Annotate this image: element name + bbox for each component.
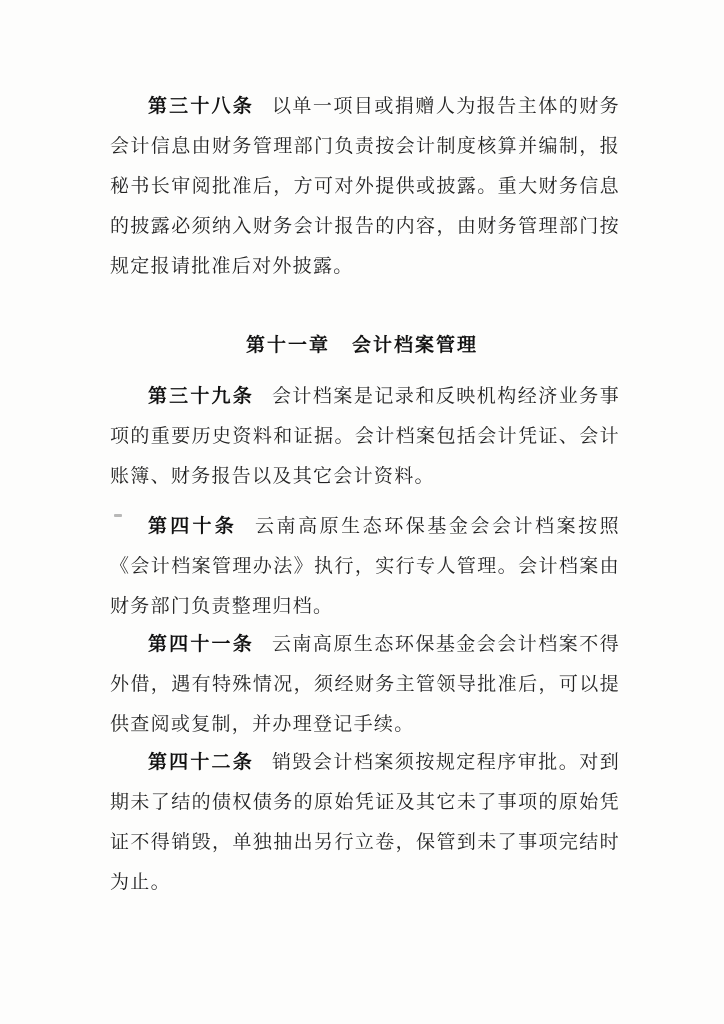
article-heading: 第三十九条 — [148, 385, 254, 407]
chapter-name: 会计档案管理 — [352, 334, 479, 356]
chapter-number: 第十一章 — [245, 334, 330, 356]
article-text: 以单一项目或捐赠人为报告主体的财务会计信息由财务管理部门负责按会计制度核算并编制，报秘书长审阅批准后，方可对外提供或披露。重大财务信息的披露必须纳入财务会计报告的内容，由财务管理部门按规定报请批准后对外披露。 — [110, 95, 620, 277]
article-heading: 第四十条 — [148, 515, 237, 537]
article-heading: 第四十二条 — [148, 751, 254, 773]
article-text: 销毁会计档案须按规定程序审批。对到期未了结的债权债务的原始凭证及其它未了事项的原始凭证不得销毁，单独抽出另行立卷，保管到未了事项完结时为止。 — [110, 751, 620, 893]
article-heading: 第四十一条 — [148, 633, 254, 655]
chapter-title — [0, 330, 724, 357]
article-text: 会计档案是记录和反映机构经济业务事项的重要历史资料和证据。会计档案包括会计凭证、会计账簿、财务报告以及其它会计资料。 — [110, 385, 620, 487]
article-40 — [110, 506, 620, 626]
article-text: 云南高原生态环保基金会会计档案不得外借，遇有特殊情况，须经财务主管领导批准后，可以提供查阅或复制，并办理登记手续。 — [110, 633, 620, 735]
article-38 — [110, 86, 620, 286]
article-heading: 第三十八条 — [148, 95, 254, 117]
article-39 — [110, 376, 620, 496]
article-text: 云南高原生态环保基金会会计档案按照《会计档案管理办法》执行，实行专人管理。会计档案由财务部门负责整理归档。 — [110, 515, 620, 617]
article-42 — [110, 742, 620, 902]
article-41 — [110, 624, 620, 744]
